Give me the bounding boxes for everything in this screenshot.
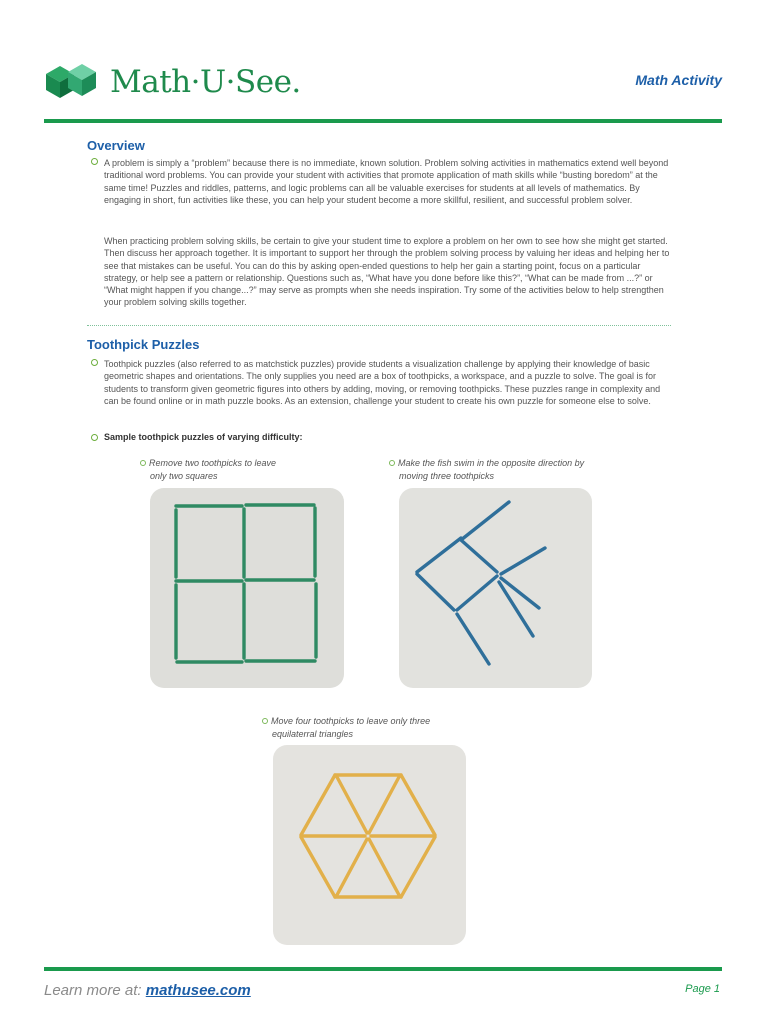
samples-heading: Sample toothpick puzzles of varying difficulty:	[104, 432, 303, 442]
page-number: Page 1	[685, 983, 720, 995]
mathusee-logo[interactable]	[44, 60, 301, 104]
logo-blocks-icon	[44, 62, 106, 102]
header-rule	[44, 119, 722, 123]
footer-learn-more: Learn more at: mathusee.com	[44, 982, 251, 999]
bullet-icon	[140, 460, 146, 466]
document-type-label: Math Activity	[635, 72, 722, 88]
bullet-icon	[91, 158, 98, 165]
bullet-icon	[262, 718, 268, 724]
toothpick-heading: Toothpick Puzzles	[87, 337, 200, 352]
mathusee-link[interactable]: mathusee.com	[145, 982, 251, 999]
puzzle-caption: Make the fish swim in the opposite direction by moving three toothpicks	[389, 457, 584, 482]
bullet-icon	[91, 434, 98, 441]
toothpick-hexagon-photo	[273, 745, 466, 945]
puzzle-caption: Move four toothpicks to leave only three equilaterral triangles	[262, 715, 430, 740]
toothpick-squares-photo	[150, 488, 344, 688]
toothpick-fish-photo	[399, 488, 592, 688]
overview-paragraph-2: When practicing problem solving skills, be certain to give your student time to explore a problem on her own to see how she might get started. Then discuss her approach together. It is important to support her through the problem solving process by valuing her ideas and helping her to see that mistakes can be useful. You can do this by asking open-ended questions to help her gain a starting point, focus on a particular strategy, or help see a pattern or relationship. Questions such as, “What have you done before like this?”, “What can be made from ...?” or “What might happen if you change...?” may serve as prompts when she needs inspiration. Try some of the activities below to help strengthen your problem solving skills together.	[104, 236, 670, 308]
overview-heading: Overview	[87, 138, 145, 153]
puzzle-caption: Remove two toothpicks to leave only two squares	[140, 457, 276, 482]
toothpick-paragraph: Toothpick puzzles (also referred to as matchstick puzzles) provide students a visualization challenge by applying their knowledge of basic geometric shapes and orientations. The only supplies you need are a box of toothpicks, a workspace, and a puzzle to solve. The goal is for students to transform given geometric figures into others by adding, moving, or removing toothpicks. These puzzles range in complexity and can be found online or in math puzzle books. As an extension, challenge your student to create his own puzzle for someone else to solve.	[104, 359, 661, 406]
bullet-icon	[91, 359, 98, 366]
bullet-icon	[389, 460, 395, 466]
footer-rule	[44, 967, 722, 971]
overview-paragraph-1: A problem is simply a “problem” because there is no immediate, known solution. Problem solving activities in mathematics extend well beyond traditional word problems. You can provide your student with activities that promote application of math skills while “busting boredom” at the same time! Puzzles and riddles, patterns, and logic problems can all be valuable exercises for students at all levels of mathematics. By engaging in short, fun activities like these, you can help your student become a more skillful, resilient, and successful problem solver.	[104, 158, 669, 205]
section-divider	[87, 325, 671, 326]
logo-wordmark: Math·U·See.	[110, 64, 301, 100]
